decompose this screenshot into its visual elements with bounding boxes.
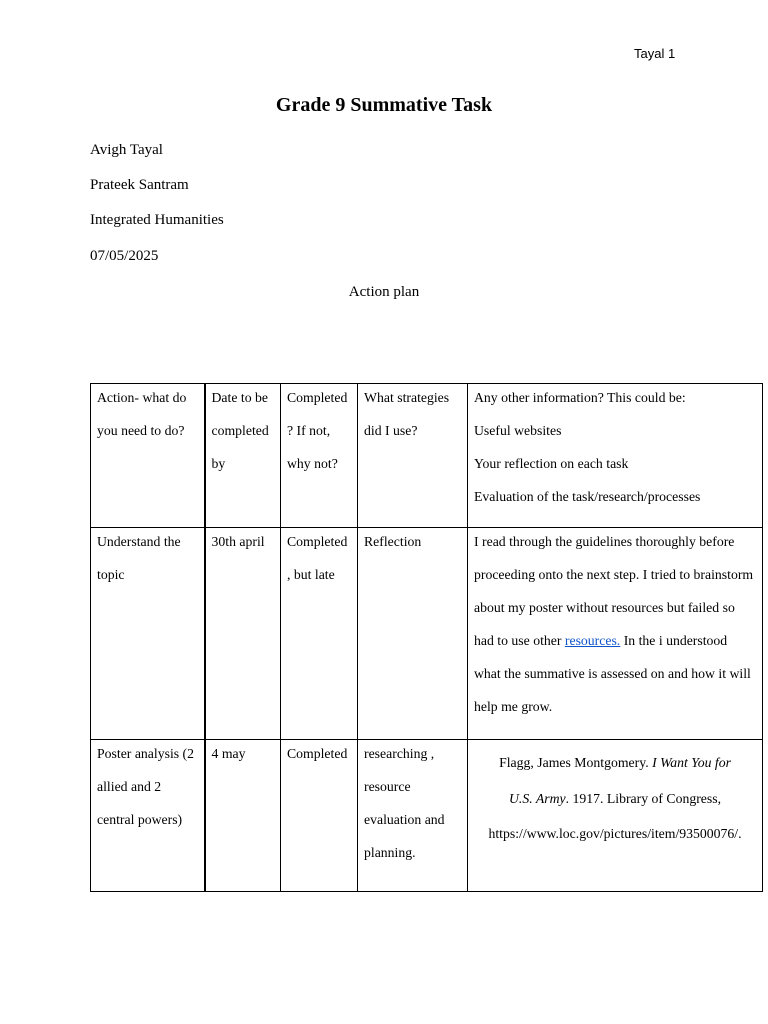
cell-text-line: allied and 2 [97,779,162,794]
citation-title: U.S. Army [508,790,566,806]
cell-text-line: , but late [287,567,335,582]
cell-text-line: by [211,456,226,471]
cell-action [91,740,205,892]
cell-status [281,740,358,892]
column-header-date [205,384,281,528]
cell-text-line: central powers) [97,812,183,827]
cell-text-line: I read through the guidelines thoroughly before [474,534,735,549]
citation-url: https://www.loc.gov/pictures/item/93500076/. [488,826,742,841]
cell-text-line: completed [211,423,269,438]
cell-text-line: researching , [364,746,435,761]
cell-text-line: Completed [287,746,348,761]
cell-action [91,528,205,740]
citation-title: I Want You for [652,755,731,770]
running-header: Tayal 1 [634,46,676,61]
table-row [91,528,763,740]
column-header-action [91,384,205,528]
cell-text-line: about my poster without resources but failed so [474,600,735,615]
column-header-completed [281,384,358,528]
cell-text-line: ? If not, [287,423,331,438]
cell-text-line: what the summative is assessed on and how it will [474,666,751,681]
cell-text-line: Completed [287,534,348,549]
table-row [91,740,763,892]
student-name: Avigh Tayal [90,142,163,158]
cell-text-line: Any other information? This could be: [474,390,686,405]
cell-text-line: topic [97,567,125,582]
cell-text-line: resource [364,779,411,794]
cell-text-line: proceeding onto the next step. I tried to brainstorm [474,567,754,582]
cell-status [281,528,358,740]
cell-text-line: evaluation and [364,812,445,827]
cell-other-info [468,528,763,740]
cell-text-line: Evaluation of the task/research/processes [474,489,701,504]
cell-text-line: you need to do? [97,423,185,438]
citation-line [474,745,756,781]
cell-text-line: did I use? [364,423,418,438]
cell-text-line: Poster analysis (2 [97,746,195,761]
link-line-before: had to use other [474,633,562,648]
cell-text-line: 30th april [211,534,265,549]
section-heading: Action plan [348,284,420,300]
cell-date [205,740,281,892]
cell-strategies [358,528,468,740]
table-header-row [91,384,763,528]
cell-text-line: planning. [364,845,416,860]
cell-other-info-citation [468,740,763,892]
cell-text-line: Reflection [364,534,422,549]
document-title: Grade 9 Summative Task [275,94,493,116]
citation-author: Flagg, James Montgomery. [499,755,649,770]
column-header-other-info [468,384,763,528]
link-line-after: In the i understood [623,633,728,648]
cell-text-line: why not? [287,456,338,471]
cell-strategies [358,740,468,892]
column-header-strategies [358,384,468,528]
cell-text-line: help me grow. [474,699,553,714]
submission-date: 07/05/2025 [90,248,159,264]
cell-text-line: What strategies [364,390,450,405]
cell-text-line: Understand the [97,534,181,549]
citation-line [474,781,756,817]
cell-text-line: Useful websites [474,423,562,438]
cell-text-line: Date to be [211,390,269,405]
cell-text-line: Action- what do [97,390,187,405]
action-plan-table [90,383,763,892]
cell-text-line: Completed [287,390,348,405]
cell-text-line: 4 may [211,746,246,761]
cell-date [205,528,281,740]
citation-publication: . 1917. Library of Congress, [565,790,722,806]
teacher-name: Prateek Santram [90,177,189,193]
resources-link[interactable]: resources. [564,633,621,648]
cell-text-line: Your reflection on each task [474,456,629,471]
cell-text-line-with-link [474,632,756,665]
course-name: Integrated Humanities [90,212,224,228]
